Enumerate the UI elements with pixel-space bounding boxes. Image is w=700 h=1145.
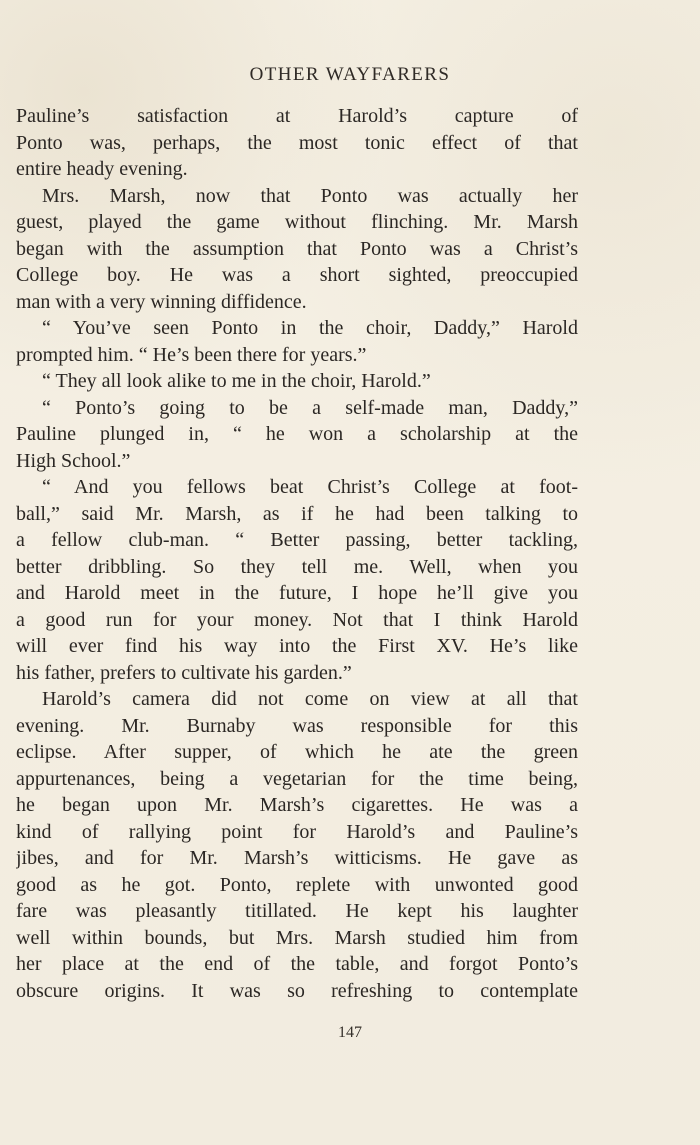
text-line: and Harold meet in the future, I hope he’ll give you xyxy=(16,582,578,604)
text-line: College boy. He was a short sighted, preoccupied xyxy=(16,264,578,286)
text-line: jibes, and for Mr. Marsh’s witticisms. He gave as xyxy=(16,847,578,869)
text-line: Ponto was, perhaps, the most tonic effect of that xyxy=(16,131,578,154)
text-line: her place at the end of the table, and forgot Ponto’s xyxy=(16,953,578,975)
text-line: kind of rallying point for Harold’s and Pauline’s xyxy=(16,820,578,843)
text-line: will ever find his way into the First XV. He’s like xyxy=(16,635,578,657)
text-line: a fellow club-man. “ Better passing, better tackling, xyxy=(16,529,578,551)
text-line: his father, prefers to cultivate his garden.” xyxy=(16,661,352,684)
text-line: well within bounds, but Mrs. Marsh studied him from xyxy=(16,926,578,949)
text-line: “ They all look alike to me in the choir, Harold.” xyxy=(42,370,431,392)
text-line: eclipse. After supper, of which he ate the green xyxy=(16,741,578,763)
text-line: “ You’ve seen Ponto in the choir, Daddy,” Harold xyxy=(42,317,578,339)
text-line: a good run for your money. Not that I think Harold xyxy=(16,608,578,631)
text-line: Pauline’s satisfaction at Harold’s capture of xyxy=(16,105,578,127)
text-line: good as he got. Ponto, replete with unwonted good xyxy=(16,873,578,896)
text-line: appurtenances, being a vegetarian for the time being, xyxy=(16,767,578,790)
page-number: 147 xyxy=(338,1024,362,1041)
text-line: Mrs. Marsh, now that Ponto was actually her xyxy=(42,184,578,207)
running-head: OTHER WAYFARERS xyxy=(249,64,451,85)
text-line: he began upon Mr. Marsh’s cigarettes. He was a xyxy=(16,794,578,816)
text-line: man with a very winning diffidence. xyxy=(16,290,307,313)
text-line: fare was pleasantly titillated. He kept his laughter xyxy=(16,900,578,922)
text-line: “ And you fellows beat Christ’s College at foot- xyxy=(42,476,578,498)
text-line: High School.” xyxy=(16,449,131,472)
text-line: obscure origins. It was so refreshing to contemplate xyxy=(16,979,578,1002)
text-line: evening. Mr. Burnaby was responsible for this xyxy=(16,714,578,737)
text-line: Harold’s camera did not come on view at all that xyxy=(42,688,578,710)
text-line: prompted him. “ He’s been there for years.” xyxy=(16,343,367,366)
text-line: guest, played the game without flinching. Mr. Marsh xyxy=(16,211,578,233)
text-line: entire heady evening. xyxy=(16,158,188,180)
text-line: ball,” said Mr. Marsh, as if he had been talking to xyxy=(16,502,578,525)
text-line: Pauline plunged in, “ he won a scholarship at the xyxy=(16,423,578,445)
text-line: better dribbling. So they tell me. Well, when you xyxy=(16,555,578,578)
text-line: “ Ponto’s going to be a self-made man, Daddy,” xyxy=(42,396,578,419)
text-line: began with the assumption that Ponto was a Christ’s xyxy=(16,237,578,260)
body-text xyxy=(16,103,578,1004)
